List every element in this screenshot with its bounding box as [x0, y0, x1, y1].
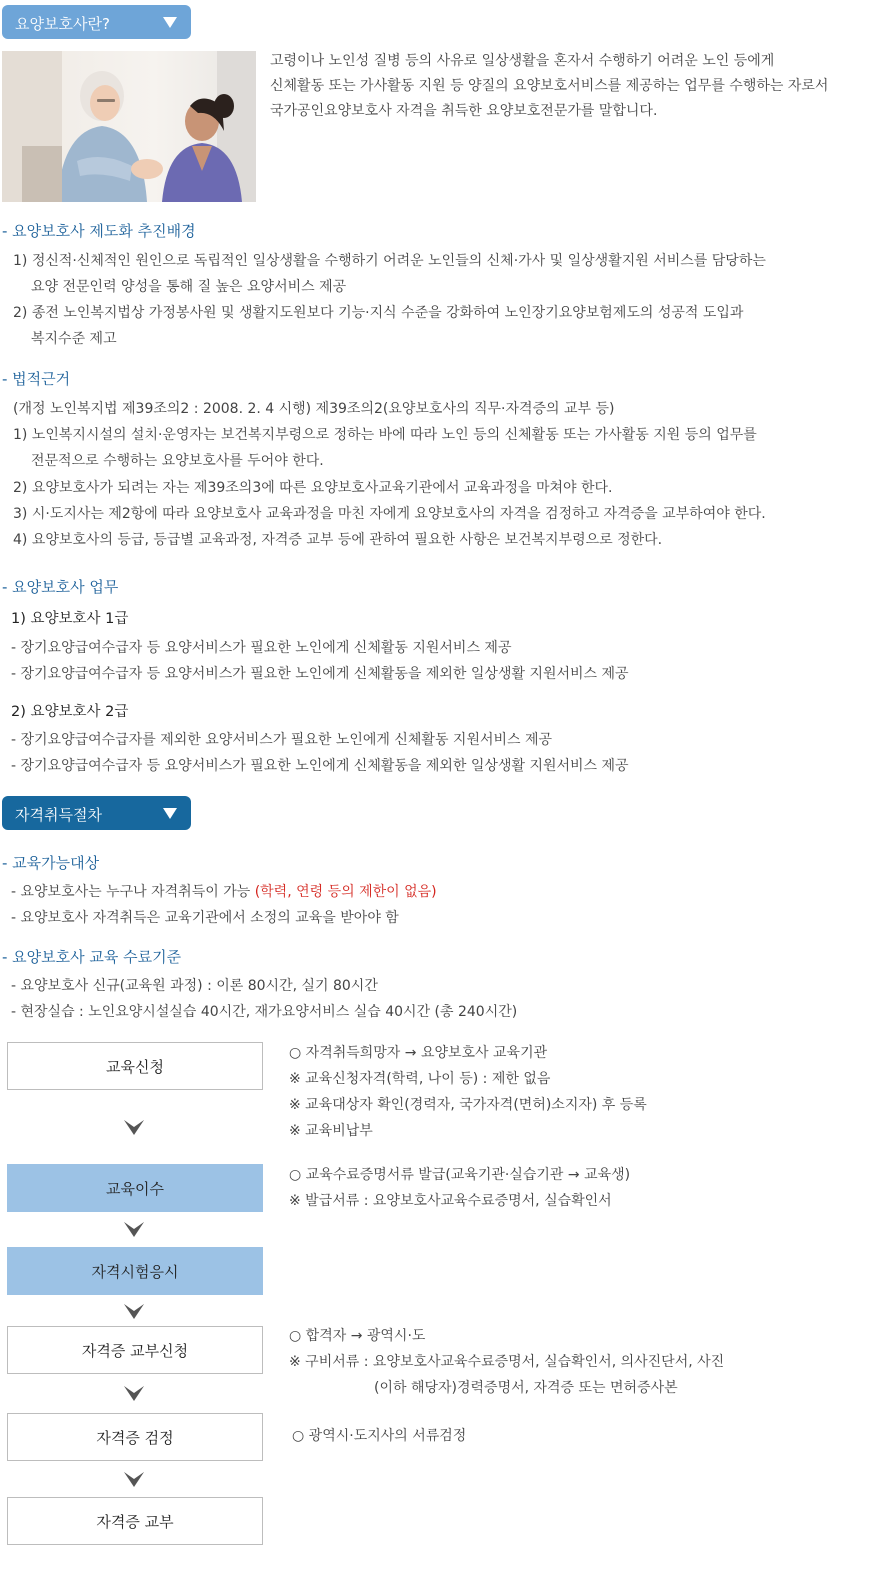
legal-heading: - 법적근거: [2, 370, 71, 388]
chevron-down-icon: [124, 1472, 144, 1487]
legal-line: 4) 요양보호사의 등급, 등급별 교육과정, 자격증 교부 등에 관하여 필요한 사항은 보건복지부령으로 정한다.: [13, 532, 663, 548]
complete-note: ○ 교육수료증명서류 발급(교육기관·실습기관 → 교육생): [289, 1167, 631, 1183]
issue-request-note: ※ 구비서류 : 요양보호사교육수료증명서, 실습확인서, 의사진단서, 사진: [289, 1354, 725, 1370]
step-issue: 자격증 교부: [7, 1497, 263, 1545]
grade1-item: - 장기요양급여수급자 등 요양서비스가 필요한 노인에게 신체활동 지원서비스 제공: [11, 640, 512, 656]
legal-line: 3) 시·도지사는 제2항에 따라 요양보호사 교육과정을 마친 자에게 요양보호사의 자격을 검정하고 자격증을 교부하여야 한다.: [13, 506, 766, 522]
tab-procedure-label: 자격취득절차: [15, 806, 102, 824]
background-line: 복지수준 제고: [31, 331, 117, 347]
intro-line: 신체활동 또는 가사활동 지원 등 양질의 요양보호서비스를 제공하는 업무를 수행하는 자로서: [270, 78, 829, 94]
legal-line: 2) 요양보호사가 되려는 자는 제39조의3에 따른 요양보호사교육기관에서 교육과정을 마쳐야 한다.: [13, 480, 613, 496]
complete-note: ※ 발급서류 : 요양보호사교육수료증명서, 실습확인서: [289, 1193, 612, 1209]
issue-request-note: (이하 해당자)경력증명서, 자격증 또는 면허증사본: [374, 1380, 678, 1396]
tab-procedure[interactable]: [2, 796, 191, 830]
legal-line: 1) 노인복지시설의 설치·운영자는 보건복지부령으로 정하는 바에 따라 노인 등의 신체활동 또는 가사활동 지원 등의 업무를: [13, 427, 757, 443]
criteria-line: - 현장실습 : 노인요양시설실습 40시간, 재가요양서비스 실습 40시간 (총 240시간): [11, 1004, 518, 1020]
step-exam: 자격시험응시: [7, 1247, 263, 1295]
step-apply: 교육신청: [7, 1042, 263, 1090]
criteria-line: - 요양보호사 신규(교육원 과정) : 이론 80시간, 실기 80시간: [11, 978, 378, 994]
triangle-down-icon: [163, 17, 177, 28]
chevron-down-icon: [124, 1304, 144, 1319]
legal-line: 전문적으로 수행하는 요양보호사를 두어야 한다.: [31, 453, 324, 469]
eligible-line: - 요양보호사 자격취득은 교육기관에서 소정의 교육을 받아야 함: [11, 910, 399, 926]
grade2-title: 2) 요양보호사 2급: [11, 704, 129, 720]
background-line: 요양 전문인력 양성을 통해 질 높은 요양서비스 제공: [31, 279, 347, 295]
step-complete: 교육이수: [7, 1164, 263, 1212]
triangle-down-icon: [163, 808, 177, 819]
legal-line: (개정 노인복지법 제39조의2 : 2008. 2. 4 시행) 제39조의2(요양보호사의 직무·자격증의 교부 등): [13, 401, 615, 417]
eligible-line: [11, 881, 437, 901]
tab-about-label: 요양보호사란?: [15, 15, 110, 33]
tab-about[interactable]: [2, 5, 191, 39]
eligible-heading: - 교육가능대상: [2, 854, 100, 872]
grade2-item: - 장기요양급여수급자 등 요양서비스가 필요한 노인에게 신체활동을 제외한 일상생활 지원서비스 제공: [11, 758, 629, 774]
background-line: 2) 종전 노인복지법상 가정봉사원 및 생활지도원보다 기능·지식 수준을 강화하여 노인장기요양보험제도의 성공적 도입과: [13, 305, 744, 321]
issue-request-note: ○ 합격자 → 광역시·도: [289, 1328, 426, 1344]
grade2-item: - 장기요양급여수급자를 제외한 요양서비스가 필요한 노인에게 신체활동 지원서비스 제공: [11, 732, 553, 748]
apply-note: ※ 교육신청자격(학력, 나이 등) : 제한 없음: [289, 1071, 551, 1087]
background-line: 1) 정신적·신체적인 원인으로 독립적인 일상생활을 수행하기 어려운 노인들의 신체·가사 및 일상생활지원 서비스를 담당하는: [13, 253, 766, 269]
eligible-line-text: - 요양보호사는 누구나 자격취득이 가능: [11, 884, 255, 900]
duties-heading: - 요양보호사 업무: [2, 578, 119, 596]
intro-text: [270, 49, 865, 124]
step-issue-request: 자격증 교부신청: [7, 1326, 263, 1374]
intro-line: 국가공인요양보호사 자격을 취득한 요양보호전문가를 말합니다.: [270, 103, 658, 119]
eligible-highlight: (학력, 연령 등의 제한이 없음): [254, 884, 437, 900]
criteria-heading: - 요양보호사 교육 수료기준: [2, 948, 182, 966]
grade1-item: - 장기요양급여수급자 등 요양서비스가 필요한 노인에게 신체활동을 제외한 일상생활 지원서비스 제공: [11, 666, 629, 682]
caregiver-photo: [2, 51, 256, 202]
step-verify: 자격증 검정: [7, 1413, 263, 1461]
background-heading: - 요양보호사 제도화 추진배경: [2, 222, 196, 240]
apply-note: ○ 자격취득희망자 → 요양보호사 교육기관: [289, 1045, 548, 1061]
grade1-title: 1) 요양보호사 1급: [11, 611, 129, 627]
chevron-down-icon: [124, 1120, 144, 1135]
chevron-down-icon: [124, 1386, 144, 1401]
intro-line: 고령이나 노인성 질병 등의 사유로 일상생활을 혼자서 수행하기 어려운 노인 등에게: [270, 53, 775, 69]
chevron-down-icon: [124, 1222, 144, 1237]
apply-note: ※ 교육대상자 확인(경력자, 국가자격(면허)소지자) 후 등록: [289, 1097, 647, 1113]
verify-note: ○ 광역시·도지사의 서류검정: [292, 1428, 467, 1444]
apply-note: ※ 교육비납부: [289, 1123, 373, 1139]
